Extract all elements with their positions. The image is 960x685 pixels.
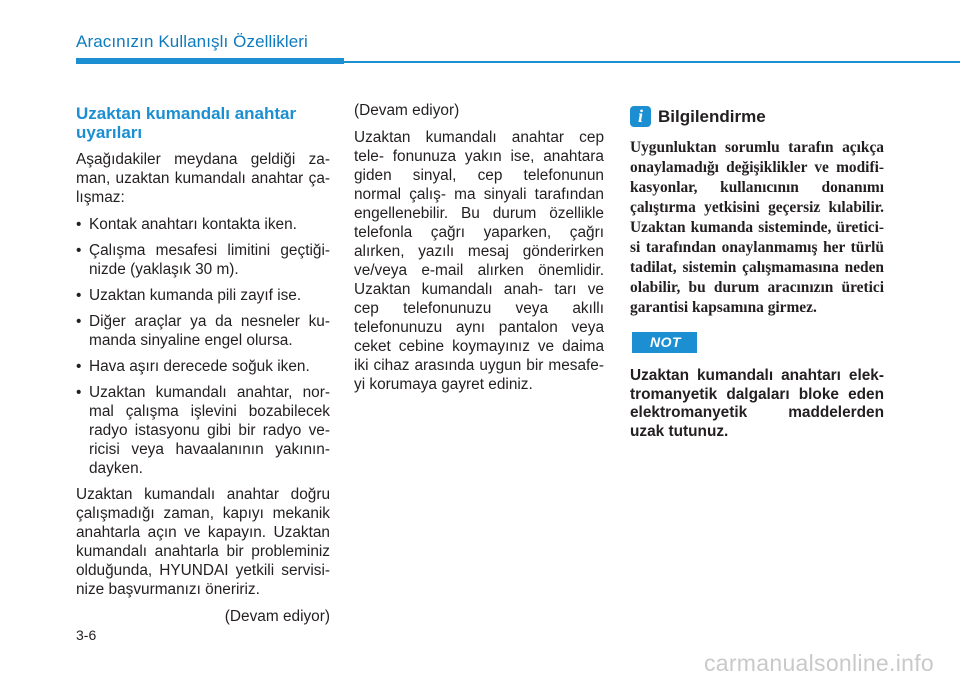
list-item: • Kontak anahtarı kontakta iken. <box>76 216 297 233</box>
info-box-header <box>630 106 884 127</box>
continued-label: (Devam ediyor) <box>224 608 330 625</box>
header-rule-thick <box>76 58 344 64</box>
watermark: carmanualsonline.info <box>703 650 934 676</box>
list-item: • Uzaktan kumandalı anahtar, nor- mal çalışma işlevini bozabilecek radyo istasyonu gibi bir radyo ve- ricisi veya havaalanının yakının- dayken. <box>76 384 330 477</box>
column-left <box>76 101 330 634</box>
header-rule-thin <box>344 61 960 63</box>
list-item: • Hava aşırı derecede soğuk iken. <box>76 358 310 375</box>
condition-list <box>76 215 330 478</box>
intro-paragraph: Aşağıdakiler meydana geldiği za- man, uzaktan kumandalı anahtar ça- lışmaz: <box>76 151 330 206</box>
bullet-icon: • <box>76 287 82 304</box>
bullet-icon: • <box>76 313 82 330</box>
info-paragraph: Uygunluktan sorumlu tarafın açıkça onaylamadığı değişiklikler ve modifi- kasyonlar, kullanıcının donanımı çalıştırma yetkisini geçersiz kılabilir. Uzaktan kumanda sisteminde, üretici- si tarafından onaylanmamış her türlü tadilat, sistemin çalışmamasına neden olabilir, bu durum aracınızın üretici garantisi kapsamına girmez. <box>630 139 884 316</box>
page-number: 3-6 <box>76 627 97 643</box>
note-badge: NOT <box>632 332 697 353</box>
section-heading: Uzaktan kumandalı anahtar uyarıları <box>76 104 297 142</box>
body-paragraph: Uzaktan kumandalı anahtar doğru çalışmadığı zaman, kapıyı mekanik anahtarla açın ve kapayın. Uzaktan kumandalı anahtarla bir probleminiz olduğunda, HYUNDAI yetkili servisi- nize başvurmanızı öneririz. <box>76 486 330 598</box>
continued-label: (Devam ediyor) <box>354 102 460 119</box>
body-paragraph: Uzaktan kumandalı anahtar cep tele- fonunuza yakın ise, anahtara giden sinyal, cep telefonunun normal çalış- ma sinyali tarafından engellenebilir. Bu durum özellikle telefonla çağrı yaparken, çağrı alırken, yazılı mesaj gönderirken ve/veya e-mail alırken önemlidir. Uzaktan kumandalı anah- tarı ve cep telefonunuzu veya akıllı telefonunuzu aynı pantalon veya ceket cebine koymayınız ve daima iki cihaz arasında uygun bir mesafe- yi korumaya gayret ediniz. <box>354 129 604 393</box>
column-right <box>630 101 884 449</box>
bullet-icon: • <box>76 384 82 401</box>
note-paragraph: Uzaktan kumandalı anahtarı elek- tromanyetik dalgaları bloke eden elektromanyetik maddelerden uzak tutunuz. <box>630 367 884 440</box>
list-item: • Çalışma mesafesi limitini geçtiği- nizde (yaklaşık 30 m). <box>76 242 330 278</box>
bullet-icon: • <box>76 242 82 259</box>
info-icon: i <box>630 106 651 127</box>
info-title: Bilgilendirme <box>658 107 766 126</box>
list-item: • Diğer araçlar ya da nesneler ku- manda sinyaline engel olursa. <box>76 313 330 349</box>
bullet-icon: • <box>76 216 82 233</box>
column-middle <box>354 101 604 402</box>
section-header-title: Aracınızın Kullanışlı Özellikleri <box>76 32 308 51</box>
list-item: • Uzaktan kumanda pili zayıf ise. <box>76 287 302 304</box>
bullet-icon: • <box>76 358 82 375</box>
